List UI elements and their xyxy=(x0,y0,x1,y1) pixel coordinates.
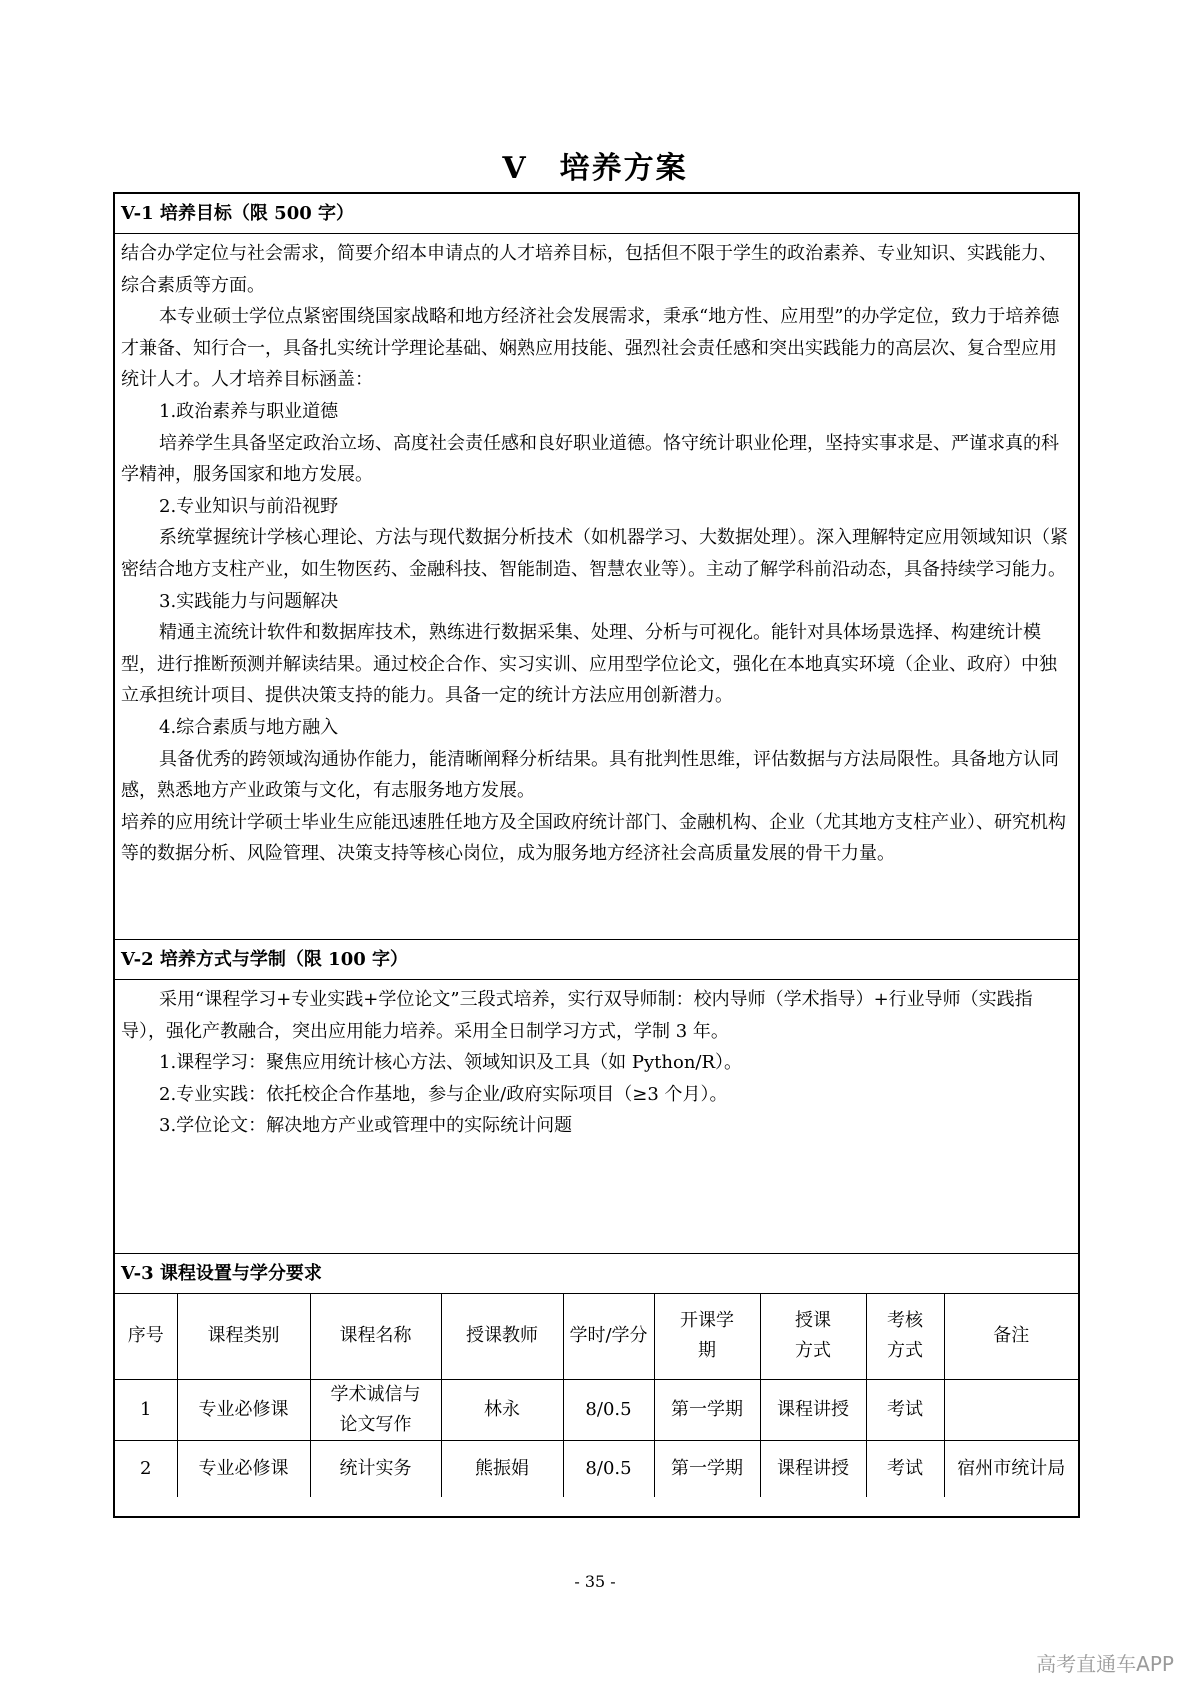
v1-paragraph: 具备优秀的跨领域沟通协作能力，能清晰阐释分析结果。具有批判性思维，评估数据与方法局限性。具备地方认同感，熟悉地方产业政策与文化，有志服务地方发展。 xyxy=(121,748,1059,802)
form-frame xyxy=(113,192,1080,1518)
v1-subheading: 2.专业知识与前沿视野 xyxy=(159,495,339,517)
v1-paragraph: 培养的应用统计学硕士毕业生应能迅速胜任地方及全国政府统计部门、金融机构、企业（尤其地方支柱产业）、研究机构等的数据分析、风险管理、决策支持等核心岗位，成为服务地方经济社会高质量发展的骨干力量。 xyxy=(121,811,1066,865)
v2-item: 1.课程学习：聚焦应用统计核心方法、领域知识及工具（如 Python/R）。 xyxy=(159,1052,743,1074)
cell-index: 2 xyxy=(115,1440,177,1497)
v2-item: 3.学位论文：解决地方产业或管理中的实际统计问题 xyxy=(159,1115,573,1137)
column-header: 课程类别 xyxy=(177,1294,310,1379)
cell-assessment: 考试 xyxy=(866,1440,944,1497)
cell-hours-credits: 8/0.5 xyxy=(563,1440,654,1497)
cell-remark xyxy=(944,1379,1078,1440)
v1-subheading: 3.实践能力与问题解决 xyxy=(159,590,339,612)
table-row xyxy=(115,1379,1078,1440)
section-v1-body xyxy=(115,234,1078,940)
v1-paragraph: 本专业硕士学位点紧密围绕国家战略和地方经济社会发展需求，秉承“地方性、应用型”的办学定位，致力于培养德才兼备、知行合一，具备扎实统计学理论基础、娴熟应用技能、强烈社会责任感和突出实践能力的高层次、复合型应用统计人才。人才培养目标涵盖： xyxy=(121,306,1060,391)
v1-paragraph: 系统掌握统计学核心理论、方法与现代数据分析技术（如机器学习、大数据处理）。深入理解特定应用领域知识（紧密结合地方支柱产业，如生物医药、金融科技、智能制造、智慧农业等）。主动了解学科前沿动态，具备持续学习能力。 xyxy=(121,527,1068,580)
cell-category: 专业必修课 xyxy=(177,1440,310,1497)
table-header-row xyxy=(115,1294,1078,1379)
v1-paragraph: 培养学生具备坚定政治立场、高度社会责任感和良好职业道德。恪守统计职业伦理，坚持实事求是、严谨求真的科学精神，服务国家和地方发展。 xyxy=(121,432,1059,486)
watermark-text: 高考直通车APP xyxy=(1036,1652,1174,1676)
v1-paragraph: 结合办学定位与社会需求，简要介绍本申请点的人才培养目标，包括但不限于学生的政治素养、专业知识、实践能力、综合素质等方面。 xyxy=(121,243,1057,296)
section-v2-heading: V-2 培养方式与学制（限 100 字） xyxy=(115,940,1078,980)
cell-assessment: 考试 xyxy=(866,1379,944,1440)
cell-remark: 宿州市统计局 xyxy=(944,1440,1078,1497)
section-v1-heading: V-1 培养目标（限 500 字） xyxy=(115,194,1078,234)
v1-subheading: 4.综合素质与地方融入 xyxy=(159,716,339,738)
column-header: 授课方式 xyxy=(760,1294,866,1379)
column-header: 序号 xyxy=(115,1294,177,1379)
page-number: - 35 - xyxy=(574,1572,616,1591)
section-v3-heading: V-3 课程设置与学分要求 xyxy=(115,1254,1078,1294)
v2-paragraph: 采用“课程学习+专业实践+学位论文”三段式培养，实行双导师制：校内导师（学术指导）+行业导师（实践指导），强化产教融合，突出应用能力培养。采用全日制学习方式，学制 3 年。 xyxy=(121,989,1033,1042)
cell-teacher: 熊振娟 xyxy=(441,1440,563,1497)
section-v2-body xyxy=(115,980,1078,1254)
cell-semester: 第一学期 xyxy=(654,1379,760,1440)
v2-item: 2.专业实践：依托校企合作基地，参与企业/政府实际项目（≥3 个月）。 xyxy=(159,1083,728,1105)
v1-subheading: 1.政治素养与职业道德 xyxy=(159,400,339,422)
page-title: V 培养方案 xyxy=(502,151,688,186)
column-header: 学时/学分 xyxy=(563,1294,654,1379)
table-row xyxy=(115,1440,1078,1497)
cell-teacher: 林永 xyxy=(441,1379,563,1440)
v1-paragraph: 精通主流统计软件和数据库技术，熟练进行数据采集、处理、分析与可视化。能针对具体场景选择、构建统计模型，进行推断预测并解读结果。通过校企合作、实习实训、应用型学位论文，强化在本地真实环境（企业、政府）中独立承担统计项目、提供决策支持的能力。具备一定的统计方法应用创新潜力。 xyxy=(121,622,1057,707)
cell-course-name: 统计实务 xyxy=(310,1440,441,1497)
column-header: 开课学期 xyxy=(654,1294,760,1379)
cell-category: 专业必修课 xyxy=(177,1379,310,1440)
cell-course-name: 学术诚信与论文写作 xyxy=(310,1379,441,1440)
column-header: 考核方式 xyxy=(866,1294,944,1379)
column-header: 课程名称 xyxy=(310,1294,441,1379)
cell-index: 1 xyxy=(115,1379,177,1440)
cell-teaching-method: 课程讲授 xyxy=(760,1440,866,1497)
cell-teaching-method: 课程讲授 xyxy=(760,1379,866,1440)
column-header: 备注 xyxy=(944,1294,1078,1379)
cell-hours-credits: 8/0.5 xyxy=(563,1379,654,1440)
column-header: 授课教师 xyxy=(441,1294,563,1379)
course-table xyxy=(115,1294,1078,1497)
cell-semester: 第一学期 xyxy=(654,1440,760,1497)
